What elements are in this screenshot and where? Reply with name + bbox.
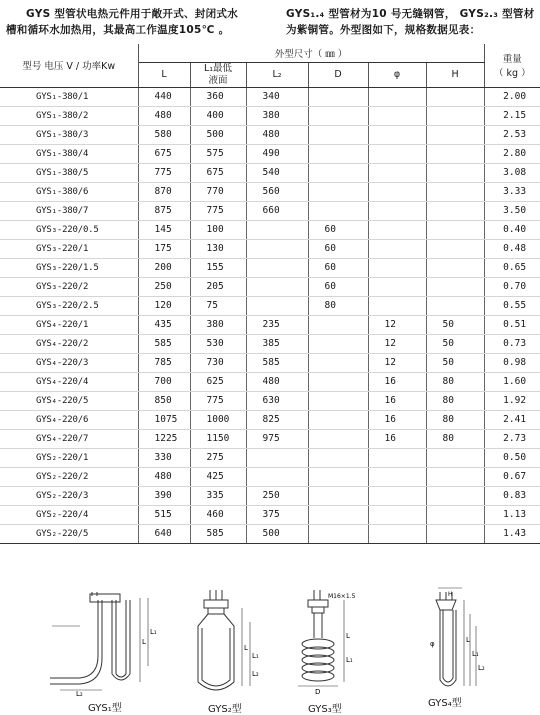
- cell-phi: 12: [368, 315, 426, 334]
- cell-L2: 585: [246, 353, 308, 372]
- cell-L1: 575: [190, 144, 246, 163]
- cell-phi: [368, 524, 426, 543]
- header-L1-line1: L₁最低: [203, 62, 233, 74]
- table-row: [0, 220, 540, 239]
- cell-H: [426, 239, 484, 258]
- figure-gys3: [290, 586, 370, 715]
- cell-weight: 0.48: [484, 239, 540, 258]
- table-row: [0, 163, 540, 182]
- figure-gys1: [40, 586, 170, 715]
- cell-D: [308, 163, 368, 182]
- cell-weight: 2.41: [484, 410, 540, 429]
- cell-L1: 775: [190, 201, 246, 220]
- header-L2: L₂: [246, 62, 308, 87]
- header-L1: [190, 62, 246, 87]
- table-row: [0, 410, 540, 429]
- cell-model: GYS₂-220/3: [0, 486, 138, 505]
- cell-model: GYS₁-380/1: [0, 87, 138, 106]
- cell-phi: [368, 106, 426, 125]
- gys4-dim-H: H: [448, 591, 453, 598]
- table-row: [0, 106, 540, 125]
- table-row: [0, 505, 540, 524]
- cell-model: GYS₄-220/4: [0, 372, 138, 391]
- cell-H: [426, 486, 484, 505]
- cell-L2: 250: [246, 486, 308, 505]
- cell-D: 60: [308, 220, 368, 239]
- cell-L2: [246, 220, 308, 239]
- gys3-dim-L: L: [346, 632, 350, 640]
- cell-D: [308, 315, 368, 334]
- cell-L2: 500: [246, 524, 308, 543]
- gys1-drawing: [40, 586, 170, 696]
- header-D: D: [308, 62, 368, 87]
- cell-L1: 775: [190, 391, 246, 410]
- spec-table: [0, 44, 540, 544]
- table-row: [0, 486, 540, 505]
- intro-left-line1: GYS 型管状电热元件用于敞开式、封闭式水: [26, 8, 239, 20]
- gys3-label: GYS₃型: [308, 704, 342, 715]
- cell-phi: 12: [368, 334, 426, 353]
- cell-model: GYS₄-220/7: [0, 429, 138, 448]
- gys2-drawing: [180, 586, 280, 698]
- intro-left-line2: 槽和循环水加热用，其最高工作温度105℃ 。: [6, 24, 230, 36]
- cell-weight: 1.60: [484, 372, 540, 391]
- cell-L1: 530: [190, 334, 246, 353]
- cell-phi: [368, 87, 426, 106]
- table-row: [0, 239, 540, 258]
- spec-table-body: [0, 87, 540, 543]
- cell-H: [426, 106, 484, 125]
- cell-phi: [368, 296, 426, 315]
- cell-D: [308, 144, 368, 163]
- table-row: [0, 87, 540, 106]
- cell-model: GYS₃-220/2: [0, 277, 138, 296]
- cell-phi: [368, 125, 426, 144]
- gys1-dim-L1: L₁: [150, 628, 157, 636]
- cell-model: GYS₃-220/0.5: [0, 220, 138, 239]
- cell-phi: [368, 486, 426, 505]
- cell-H: 80: [426, 410, 484, 429]
- table-row: [0, 125, 540, 144]
- cell-phi: [368, 220, 426, 239]
- cell-L: 200: [138, 258, 190, 277]
- cell-model: GYS₂-220/2: [0, 467, 138, 486]
- cell-weight: 0.55: [484, 296, 540, 315]
- cell-weight: 3.08: [484, 163, 540, 182]
- cell-L1: 1000: [190, 410, 246, 429]
- cell-D: [308, 524, 368, 543]
- cell-L2: [246, 277, 308, 296]
- cell-L1: 130: [190, 239, 246, 258]
- cell-L1: 100: [190, 220, 246, 239]
- cell-D: [308, 106, 368, 125]
- cell-weight: 0.50: [484, 448, 540, 467]
- cell-L: 585: [138, 334, 190, 353]
- cell-phi: [368, 201, 426, 220]
- cell-weight: 0.83: [484, 486, 540, 505]
- cell-H: [426, 258, 484, 277]
- cell-weight: 0.51: [484, 315, 540, 334]
- cell-H: [426, 467, 484, 486]
- table-row: [0, 448, 540, 467]
- gys4-dim-L2: L₂: [478, 664, 485, 672]
- cell-L1: 360: [190, 87, 246, 106]
- cell-model: GYS₁-380/3: [0, 125, 138, 144]
- cell-D: 60: [308, 277, 368, 296]
- cell-L2: [246, 239, 308, 258]
- cell-phi: [368, 467, 426, 486]
- cell-L2: 825: [246, 410, 308, 429]
- cell-D: 60: [308, 239, 368, 258]
- cell-H: [426, 505, 484, 524]
- cell-D: [308, 486, 368, 505]
- cell-L: 330: [138, 448, 190, 467]
- cell-L2: 490: [246, 144, 308, 163]
- table-row: [0, 524, 540, 543]
- cell-weight: 0.40: [484, 220, 540, 239]
- spec-table-header: [0, 44, 540, 87]
- gys3-drawing: [290, 586, 370, 698]
- table-row: [0, 353, 540, 372]
- cell-L: 775: [138, 163, 190, 182]
- cell-H: [426, 296, 484, 315]
- cell-D: [308, 448, 368, 467]
- figure-gys2: [180, 586, 280, 715]
- cell-weight: 3.50: [484, 201, 540, 220]
- cell-L: 250: [138, 277, 190, 296]
- cell-model: GYS₄-220/6: [0, 410, 138, 429]
- cell-H: 80: [426, 429, 484, 448]
- cell-weight: 0.67: [484, 467, 540, 486]
- cell-phi: 12: [368, 353, 426, 372]
- gys3-dim-L1: L₁: [346, 656, 353, 664]
- cell-L2: 385: [246, 334, 308, 353]
- cell-L2: 480: [246, 125, 308, 144]
- cell-model: GYS₃-220/1: [0, 239, 138, 258]
- cell-weight: 1.92: [484, 391, 540, 410]
- cell-L1: 625: [190, 372, 246, 391]
- cell-phi: [368, 163, 426, 182]
- cell-L2: 660: [246, 201, 308, 220]
- cell-L2: 340: [246, 87, 308, 106]
- cell-D: [308, 410, 368, 429]
- gys4-dim-L: L: [466, 636, 470, 644]
- cell-L: 440: [138, 87, 190, 106]
- cell-L1: 770: [190, 182, 246, 201]
- header-weight-line2: （ kg ）: [494, 68, 531, 80]
- cell-model: GYS₃-220/1.5: [0, 258, 138, 277]
- cell-L1: 380: [190, 315, 246, 334]
- header-weight: [484, 44, 540, 87]
- cell-L1: 75: [190, 296, 246, 315]
- cell-L1: 275: [190, 448, 246, 467]
- gys4-dim-phi: φ: [430, 640, 435, 648]
- header-L: L: [138, 62, 190, 87]
- cell-L2: 630: [246, 391, 308, 410]
- table-row: [0, 258, 540, 277]
- cell-weight: 0.70: [484, 277, 540, 296]
- gys3-dim-thread: M16×1.5: [328, 593, 356, 600]
- cell-weight: 1.13: [484, 505, 540, 524]
- cell-D: [308, 353, 368, 372]
- cell-weight: 2.15: [484, 106, 540, 125]
- cell-L2: 560: [246, 182, 308, 201]
- cell-L2: 480: [246, 372, 308, 391]
- cell-model: GYS₄-220/3: [0, 353, 138, 372]
- header-model: 型号 电压 V / 功率Kw: [0, 44, 138, 87]
- cell-H: [426, 220, 484, 239]
- cell-L: 145: [138, 220, 190, 239]
- cell-L2: [246, 258, 308, 277]
- gys2-dim-L: L: [244, 644, 248, 652]
- cell-phi: [368, 239, 426, 258]
- cell-phi: 16: [368, 372, 426, 391]
- cell-H: [426, 182, 484, 201]
- cell-D: [308, 182, 368, 201]
- cell-weight: 1.43: [484, 524, 540, 543]
- cell-H: [426, 125, 484, 144]
- cell-L1: 1150: [190, 429, 246, 448]
- cell-L1: 585: [190, 524, 246, 543]
- cell-L: 515: [138, 505, 190, 524]
- cell-L: 700: [138, 372, 190, 391]
- intro-right-line2: 为紫铜管。外型图如下，规格数据见表：: [286, 24, 481, 36]
- table-row: [0, 201, 540, 220]
- header-L1-line2: 液面: [208, 74, 228, 86]
- cell-H: 80: [426, 372, 484, 391]
- cell-L2: 540: [246, 163, 308, 182]
- cell-D: [308, 505, 368, 524]
- cell-H: [426, 201, 484, 220]
- cell-weight: 2.80: [484, 144, 540, 163]
- cell-phi: 16: [368, 391, 426, 410]
- table-row: [0, 182, 540, 201]
- cell-D: [308, 201, 368, 220]
- cell-H: [426, 163, 484, 182]
- cell-model: GYS₂-220/5: [0, 524, 138, 543]
- cell-H: [426, 144, 484, 163]
- gys1-dim-L: L: [142, 638, 146, 646]
- gys4-dim-L1: L₁: [472, 650, 479, 658]
- cell-model: GYS₂-220/1: [0, 448, 138, 467]
- cell-weight: 2.73: [484, 429, 540, 448]
- cell-L: 675: [138, 144, 190, 163]
- cell-phi: [368, 182, 426, 201]
- cell-H: [426, 448, 484, 467]
- cell-L: 875: [138, 201, 190, 220]
- cell-D: 60: [308, 258, 368, 277]
- table-row: [0, 315, 540, 334]
- cell-H: [426, 87, 484, 106]
- cell-phi: [368, 448, 426, 467]
- cell-L2: [246, 467, 308, 486]
- cell-L2: 235: [246, 315, 308, 334]
- table-row: [0, 277, 540, 296]
- gys1-label: GYS₁型: [88, 703, 122, 714]
- gys4-label: GYS₄型: [428, 698, 462, 709]
- header-weight-line1: 重量: [502, 54, 522, 66]
- cell-phi: [368, 144, 426, 163]
- cell-L: 1225: [138, 429, 190, 448]
- table-row: [0, 467, 540, 486]
- cell-weight: 2.53: [484, 125, 540, 144]
- cell-phi: [368, 277, 426, 296]
- table-row: [0, 429, 540, 448]
- table-row: [0, 391, 540, 410]
- cell-D: [308, 87, 368, 106]
- intro-section: [0, 0, 540, 44]
- header-H: H: [426, 62, 484, 87]
- cell-model: GYS₁-380/6: [0, 182, 138, 201]
- cell-L1: 155: [190, 258, 246, 277]
- cell-L: 120: [138, 296, 190, 315]
- cell-phi: 16: [368, 429, 426, 448]
- cell-L1: 500: [190, 125, 246, 144]
- cell-L: 390: [138, 486, 190, 505]
- cell-weight: 0.98: [484, 353, 540, 372]
- cell-D: 80: [308, 296, 368, 315]
- cell-model: GYS₄-220/1: [0, 315, 138, 334]
- gys2-dim-L2: L₂: [252, 670, 259, 678]
- cell-L: 175: [138, 239, 190, 258]
- cell-model: GYS₃-220/2.5: [0, 296, 138, 315]
- cell-model: GYS₁-380/5: [0, 163, 138, 182]
- cell-L1: 335: [190, 486, 246, 505]
- cell-L2: [246, 296, 308, 315]
- figures-section: [0, 586, 540, 715]
- cell-L2: 380: [246, 106, 308, 125]
- header-phi: φ: [368, 62, 426, 87]
- intro-left-column: [6, 6, 276, 38]
- cell-D: [308, 391, 368, 410]
- cell-weight: 0.65: [484, 258, 540, 277]
- cell-L1: 425: [190, 467, 246, 486]
- cell-H: [426, 524, 484, 543]
- cell-D: [308, 125, 368, 144]
- figure-gys4: [410, 586, 500, 715]
- cell-H: 50: [426, 334, 484, 353]
- cell-L: 1075: [138, 410, 190, 429]
- gys2-label: GYS₂型: [208, 704, 242, 715]
- cell-L1: 205: [190, 277, 246, 296]
- cell-L2: 375: [246, 505, 308, 524]
- intro-right-line1: GYS₁.₄ 型管材为10 号无缝钢管， GYS₂.₃ 型管材: [286, 8, 535, 20]
- cell-phi: [368, 505, 426, 524]
- cell-L: 580: [138, 125, 190, 144]
- cell-L1: 460: [190, 505, 246, 524]
- cell-D: [308, 467, 368, 486]
- table-row: [0, 372, 540, 391]
- cell-model: GYS₁-380/7: [0, 201, 138, 220]
- cell-D: [308, 429, 368, 448]
- table-row: [0, 144, 540, 163]
- cell-weight: 0.73: [484, 334, 540, 353]
- cell-L: 640: [138, 524, 190, 543]
- cell-L1: 675: [190, 163, 246, 182]
- cell-L: 850: [138, 391, 190, 410]
- cell-model: GYS₁-380/2: [0, 106, 138, 125]
- header-dims-group: 外型尺寸（ ㎜ ）: [138, 44, 484, 62]
- cell-L: 435: [138, 315, 190, 334]
- cell-L: 785: [138, 353, 190, 372]
- cell-D: [308, 372, 368, 391]
- cell-L1: 400: [190, 106, 246, 125]
- cell-L: 870: [138, 182, 190, 201]
- gys3-dim-D: D: [315, 688, 321, 696]
- cell-L2: [246, 448, 308, 467]
- gys4-drawing: [410, 586, 500, 698]
- gys1-dim-L2: L₂: [76, 690, 83, 696]
- cell-H: 50: [426, 315, 484, 334]
- cell-model: GYS₄-220/5: [0, 391, 138, 410]
- cell-model: GYS₁-380/4: [0, 144, 138, 163]
- cell-weight: 2.00: [484, 87, 540, 106]
- cell-model: GYS₄-220/2: [0, 334, 138, 353]
- table-row: [0, 334, 540, 353]
- intro-right-column: [286, 6, 536, 38]
- cell-L2: 975: [246, 429, 308, 448]
- table-row: [0, 296, 540, 315]
- cell-L1: 730: [190, 353, 246, 372]
- cell-phi: 16: [368, 410, 426, 429]
- gys2-dim-L1: L₁: [252, 652, 259, 660]
- cell-phi: [368, 258, 426, 277]
- cell-model: GYS₂-220/4: [0, 505, 138, 524]
- cell-H: [426, 277, 484, 296]
- cell-weight: 3.33: [484, 182, 540, 201]
- cell-H: 80: [426, 391, 484, 410]
- cell-H: 50: [426, 353, 484, 372]
- cell-L: 480: [138, 467, 190, 486]
- cell-L: 480: [138, 106, 190, 125]
- cell-D: [308, 334, 368, 353]
